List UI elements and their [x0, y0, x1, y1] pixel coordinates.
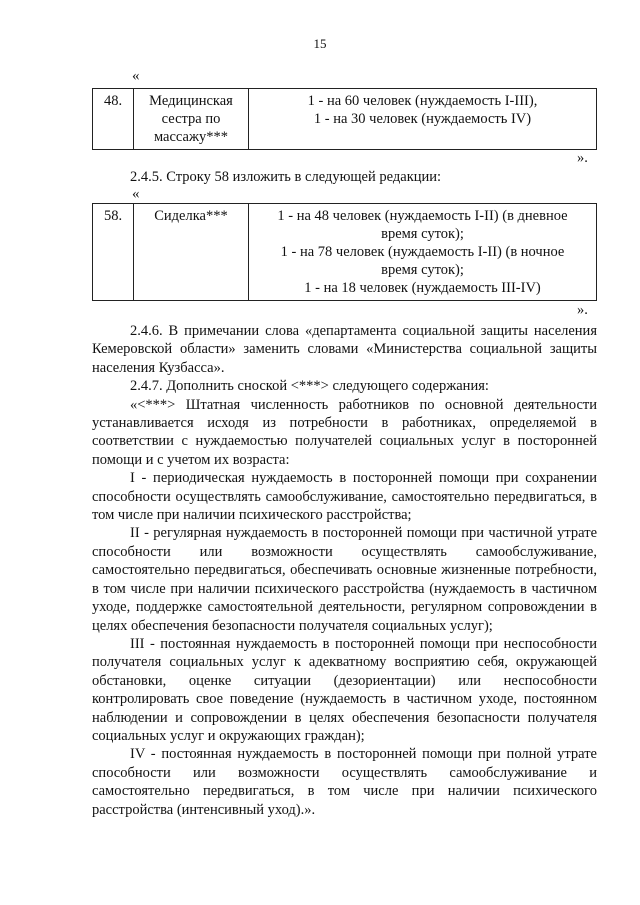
opening-quote-1: «: [132, 68, 140, 84]
row-number-cell: 58.: [93, 204, 134, 301]
level-iii-definition: III - постоянная нуждаемость в посторонней помощи при неспособности получателя социальных услуг к адекватному восприятию себя, окружающей обстановки, оценке ситуации (дезориентации) или неспособности контролировать свое поведение (нуждаемость в частичном уходе, постоянном наблюдении и сопровождении в целях обеспечения безопасности получателя социальных услуг и окружающих граждан);: [92, 635, 597, 744]
norm-line: время суток);: [381, 226, 464, 242]
opening-quote-2: «: [132, 186, 140, 202]
table-row-58: [92, 203, 597, 301]
position-cell: [134, 89, 249, 150]
norm-line: 1 - на 60 человек (нуждаемость I-III),: [307, 93, 538, 109]
paragraph-2-4-6: 2.4.6. В примечании слова «департамента социальной защиты населения Кемеровской области» заменить словами «Министерства социальной защиты населения Кузбасса».: [92, 323, 597, 376]
paragraph-2-4-7: 2.4.7. Дополнить сноской <***> следующего содержания:: [130, 378, 489, 395]
paragraph-2-4-5: 2.4.5. Строку 58 изложить в следующей редакции:: [130, 169, 442, 185]
position-line: Медицинская: [149, 93, 233, 109]
table-row-48: [92, 88, 597, 150]
row-number-cell: 48.: [93, 89, 134, 150]
norm-cell: [249, 89, 597, 150]
level-i-definition: I - периодическая нуждаемость в посторонней помощи при сохранении способности осуществлять самообслуживание, самостоятельно передвигаться, в том числе при наличии психического расстройства;: [92, 470, 597, 524]
norm-line: 1 - на 78 человек (нуждаемость I-II) (в ночное: [280, 244, 565, 260]
position-line: массажу***: [153, 129, 228, 145]
footnote-intro: «<***> Штатная численность работников по основной деятельности устанавливается исходя из потребности в работниках, определяемой в соответствии с нуждаемостью получателей социальных услуг в посторонней помощи и с учетом их возраста:: [92, 396, 597, 468]
position-cell: Сиделка***: [134, 204, 249, 301]
level-iv-definition: IV - постоянная нуждаемость в посторонней помощи при полной утрате способности или возможности осуществлять самообслуживание и самостоятельно передвигаться, в том числе при наличии психического расстройства (интенсивный уход).».: [92, 746, 597, 818]
norm-cell: [249, 204, 597, 301]
closing-quote-2: ».: [577, 302, 588, 318]
norm-line: 1 - на 48 человек (нуждаемость I-II) (в дневное: [277, 208, 568, 224]
closing-quote-1: ».: [577, 150, 588, 166]
norm-line: время суток);: [381, 262, 464, 278]
body-text: [92, 322, 597, 819]
position-line: сестра по: [161, 111, 221, 127]
norm-line: 1 - на 30 человек (нуждаемость IV): [313, 111, 532, 127]
level-ii-definition: II - регулярная нуждаемость в посторонней помощи при частичной утрате способности или возможности осуществлять самообслуживание, самостоятельно передвигаться, обеспечивать основные жизненные потребности, в том числе при наличии психического расстройства (нуждаемость в частичном уходе, поддержке самостоятельной деятельности, регулярном сопровождении в целях обеспечения безопасности получателя социальных услуг);: [92, 525, 597, 634]
page-number: 15: [313, 36, 327, 51]
norm-line: 1 - на 18 человек (нуждаемость III-IV): [304, 280, 541, 296]
